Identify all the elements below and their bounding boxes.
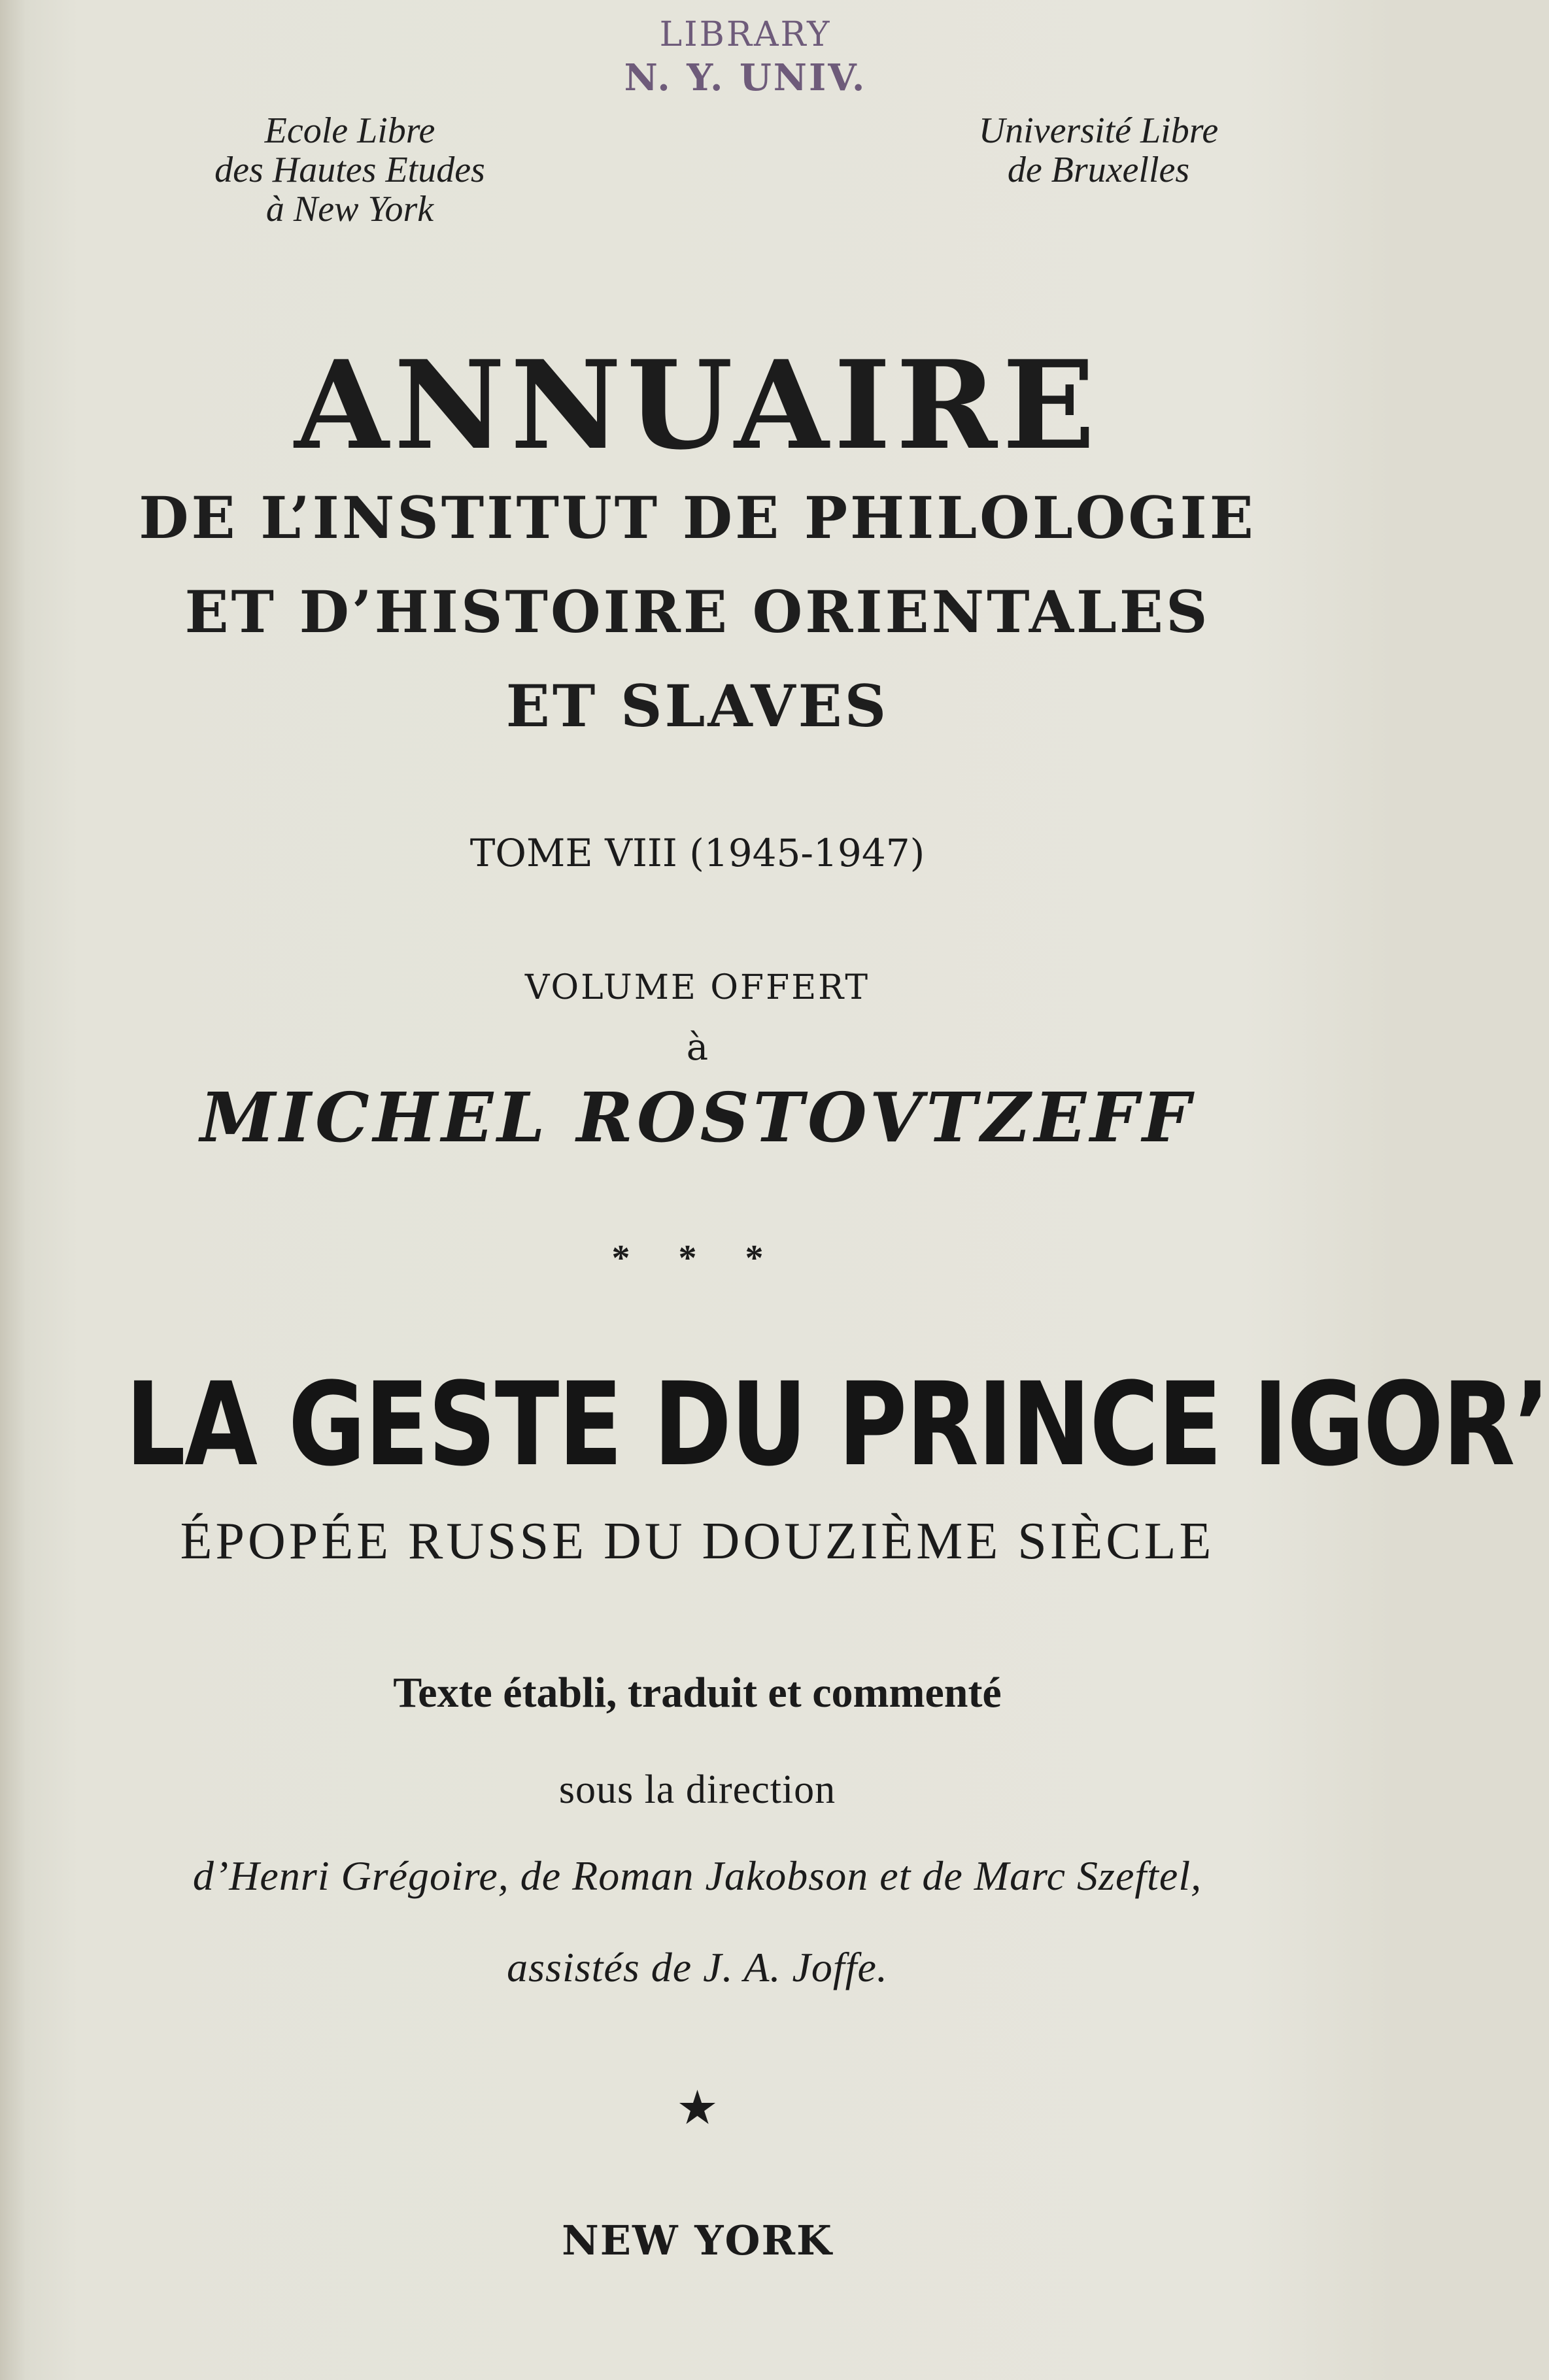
imprint-place: NEW YORK [562, 2217, 833, 2264]
work-subtitle: ÉPOPÉE RUSSE DU DOUZIÈME SIÈCLE [180, 1513, 1215, 1570]
stamp-line-library: LIBRARY [659, 15, 832, 54]
series-title: ANNUAIRE [294, 333, 1100, 477]
tome-label: TOME VIII (1945-1947) [469, 831, 925, 875]
credit-editors: d’Henri Grégoire, de Roman Jakobson et de Marc Szeftel, [192, 1852, 1202, 1899]
separator-asterisks: * * * [611, 1238, 783, 1279]
header-left-line-1: Ecole Libre [264, 110, 435, 151]
dedication-preposition: à [686, 1026, 709, 1069]
stamp-line-university: N. Y. UNIV. [624, 56, 867, 99]
series-subtitle-line-1: DE L’INSTITUT DE PHILOLOGIE [139, 484, 1256, 552]
credit-text-established: Texte établi, traduit et commenté [393, 1669, 1002, 1717]
dedication-line: VOLUME OFFERT [524, 968, 870, 1007]
header-left-line-2: des Hautes Etudes [214, 150, 485, 190]
header-left-line-3: à New York [265, 189, 434, 229]
credit-assistant: assistés de J. A. Joffe. [507, 1944, 888, 1990]
header-right-institution [902, 111, 1295, 190]
work-title: LA GESTE DU PRINCE IGOR’ [125, 1358, 1549, 1492]
header-right-line-2: de Bruxelles [1007, 150, 1190, 190]
header-right-line-1: Université Libre [978, 110, 1219, 151]
header-left-institution [131, 111, 569, 229]
series-subtitle-line-3: ET SLAVES [505, 672, 889, 740]
dedication-honoree: MICHEL ROSTOVTZEFF [200, 1077, 1195, 1158]
star-ornament: ★ [676, 2082, 719, 2134]
library-stamp [608, 13, 883, 99]
credit-direction: sous la direction [558, 1768, 836, 1812]
series-subtitle-line-2: ET D’HISTOIRE ORIENTALES [184, 578, 1210, 646]
